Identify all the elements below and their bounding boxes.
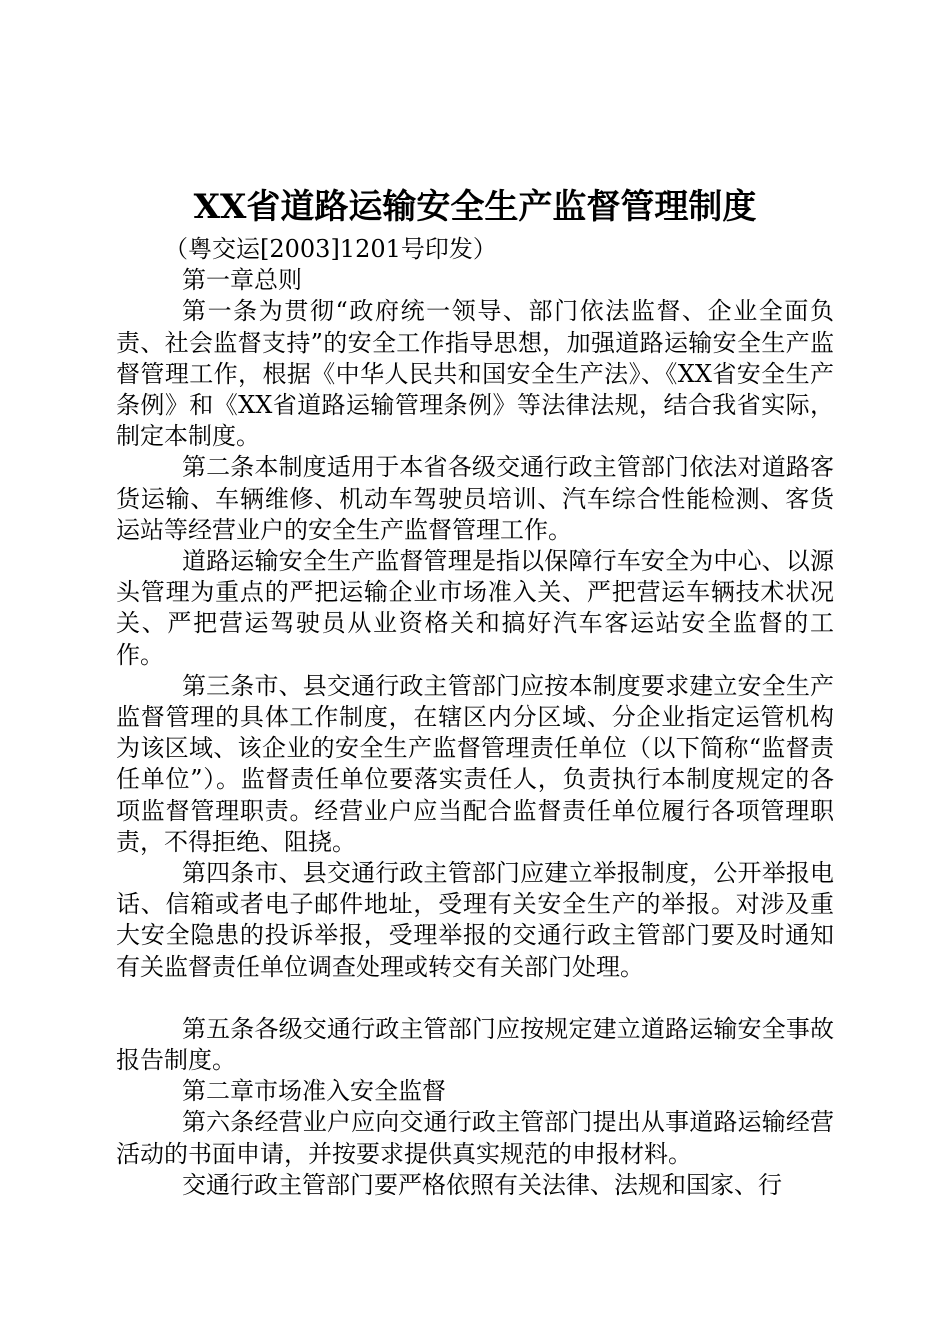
article-3: 第三条市、县交通行政主管部门应按本制度要求建立安全生产监督管理的具体工作制度，在辖区内分区域、分企业指定运管机构为该区域、该企业的安全生产监督管理责任单位（以下简称“监督责任单位”）。监督责任单位要落实责任人，负责执行本制度规定的各项监督管理职责。经营业户应当配合监督责任单位履行各项管理职责，不得拒绝、阻挠。 <box>116 671 834 856</box>
issue-note: （粤交运[2003]1201号印发） <box>164 235 497 263</box>
article-2: 第二条本制度适用于本省各级交通行政主管部门依法对道路客货运输、车辆维修、机动车驾驶员培训、汽车综合性能检测、客货运站等经营业户的安全生产监督管理工作。 <box>116 453 834 544</box>
article-2-paragraph: 道路运输安全生产监督管理是指以保障行车安全为中心、以源头管理为重点的严把运输企业市场准入关、严把营运车辆技术状况关、严把营运驾驶员从业资格关和搞好汽车客运站安全监督的工作。 <box>116 547 834 669</box>
document-title: XX省道路运输安全生产监督管理制度 <box>193 187 757 227</box>
chapter-heading-1: 第一章总则 <box>182 266 302 295</box>
article-5: 第五条各级交通行政主管部门应按规定建立道路运输安全事故报告制度。 <box>116 1014 834 1075</box>
chapter-heading-2: 第二章市场准入安全监督 <box>182 1077 446 1106</box>
article-6: 第六条经营业户应向交通行政主管部门提出从事道路运输经营活动的书面申请，并按要求提供真实规范的申报材料。 <box>116 1108 834 1168</box>
article-6-paragraph: 交通行政主管部门要严格依照有关法律、法规和国家、行 <box>182 1170 782 1199</box>
article-4: 第四条市、县交通行政主管部门应建立举报制度，公开举报电话、信箱或者电子邮件地址，受理有关安全生产的举报。对涉及重大安全隐患的投诉举报，受理举报的交通行政主管部门要及时通知有关监督责任单位调查处理或转交有关部门处理。 <box>116 859 834 981</box>
article-1: 第一条为贯彻“政府统一领导、部门依法监督、企业全面负责、社会监督支持”的安全工作指导思想，加强道路运输安全生产监督管理工作，根据《中华人民共和国安全生产法》、《XX省安全生产条例》和《XX省道路运输管理条例》等法律法规，结合我省实际，制定本制度。 <box>116 297 834 451</box>
document-body <box>116 234 834 1201</box>
